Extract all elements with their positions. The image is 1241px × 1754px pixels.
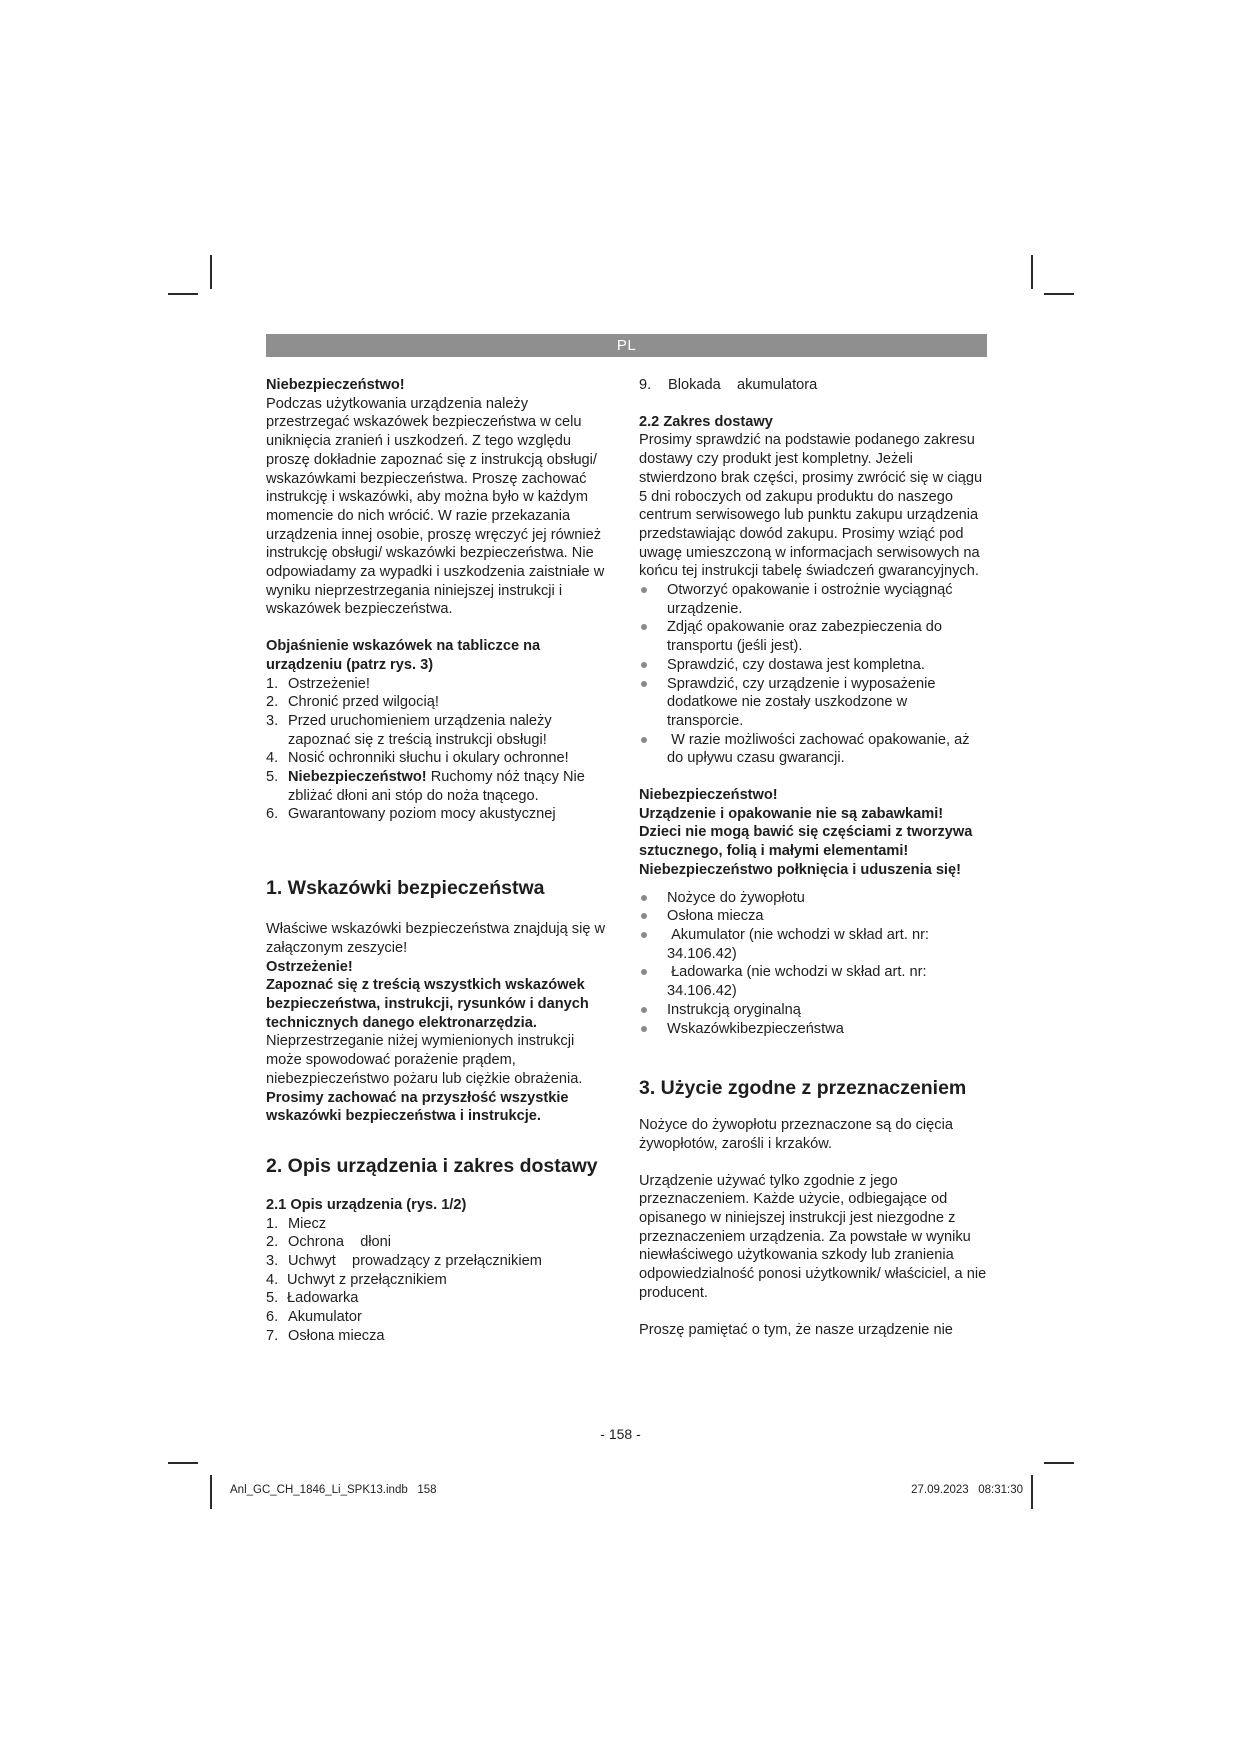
section-3-paragraph: Urządzenie używać tylko zgodnie z jego przeznaczeniem. Każde użycie, odbiegające od opisanego w niniejszej instrukcji jest niezgodne z przeznaczeniem urządzenia. Za powstałe w wyniku niewłaściwego użytkowania szkody lub zranienia odpowiedzialność ponosi użytkownik/ właściciel, a nie producent. xyxy=(639,1172,987,1301)
right-column xyxy=(639,376,987,1339)
bullet-icon xyxy=(641,624,647,630)
danger-title: Niebezpieczeństwo! xyxy=(266,377,405,393)
left-column xyxy=(266,376,611,1346)
danger-text: Podczas użytkowania urządzenia należy przestrzegać wskazówek bezpieczeństwa w celu uniknięcia zranień i uszkodzeń. Z tego względu proszę dokładnie zapoznać się z instrukcją obsługi/ wskazówkami bezpieczeństwa. Proszę zachować instrukcję i wskazówki, aby można było w każdym momencie do nich wrócić. W razie przekazania urządzenia innej osobie, proszę wręczyć jej również instrukcję obsługi/ wskazówki bezpieczeństwa. Nie odpowiadamy za wypadki i uszkodzenia zaistniałe w wyniku nieprzestrzegania niniejszej instrukcji i wskazówek bezpieczeństwa. xyxy=(266,395,605,618)
list-item: 4. Uchwyt z przełącznikiem xyxy=(266,1271,447,1288)
unpacking-steps xyxy=(639,581,987,768)
list-item: Zdjąć opakowanie oraz zabezpieczenia do transportu (jeśli jest). xyxy=(639,618,987,655)
list-item: Instrukcją oryginalną xyxy=(639,1001,987,1020)
crop-mark xyxy=(1044,293,1074,295)
bullet-icon xyxy=(641,737,647,743)
list-item: Otworzyć opakowanie i ostrożnie wyciągnąć urządzenie. xyxy=(639,581,987,618)
bullet-icon xyxy=(641,969,647,975)
section-1-intro: Właściwe wskazówki bezpieczeństwa znajdują się w załączonym zeszycie! xyxy=(266,921,606,956)
danger-title: Niebezpieczeństwo! xyxy=(639,787,778,804)
list-item: W razie możliwości zachować opakowanie, aż do upływu czasu gwarancji. xyxy=(639,731,987,768)
bullet-icon xyxy=(641,587,647,593)
section-2-1-title: 2.1 Opis urządzenia (rys. 1/2) xyxy=(266,1196,467,1213)
signs-title: Objaśnienie wskazówek na tabliczce na urządzeniu (patrz rys. 3) xyxy=(266,638,541,673)
bullet-icon xyxy=(641,895,647,901)
parts-list xyxy=(266,1215,611,1346)
list-item: 1. Ostrzeżenie! xyxy=(266,675,370,692)
list-item: Sprawdzić, czy dostawa jest kompletna. xyxy=(639,656,987,675)
list-item: 5. Ładowarka xyxy=(266,1290,359,1307)
bullet-icon xyxy=(641,1026,647,1032)
section-3-paragraph: Nożyce do żywopłotu przeznaczone są do cięcia żywopłotów, zarośli i krzaków. xyxy=(639,1117,953,1152)
list-item: 6. Gwarantowany poziom mocy akustycznej xyxy=(266,806,556,823)
page-number: - 158 - xyxy=(600,1426,641,1442)
section-2-title: 2. Opis urządzenia i zakres dostawy xyxy=(266,1154,598,1177)
list-item: 3. Przed uruchomieniem urządzenia należy zapoznać się z treścią instrukcji obsługi! xyxy=(266,712,552,748)
section-3-paragraph: Proszę pamiętać o tym, że nasze urządzenie nie xyxy=(639,1321,953,1338)
section-3-title: 3. Użycie zgodne z przeznaczeniem xyxy=(639,1077,967,1100)
crop-mark xyxy=(168,293,198,295)
list-item: 5. Niebezpieczeństwo! Ruchomy nóż tnący Nie zbliżać dłoni ani stóp do noża tnącego. xyxy=(266,769,585,804)
delivery-contents xyxy=(639,889,987,1039)
bullet-icon xyxy=(641,1007,647,1013)
list-item: 2. Ochrona dłoni xyxy=(266,1234,392,1251)
crop-mark xyxy=(1031,1475,1033,1509)
keep-instructions: Prosimy zachować na przyszłość wszystkie wskazówki bezpieczeństwa i instrukcje. xyxy=(266,1089,569,1125)
crop-mark xyxy=(210,1475,212,1509)
bullet-icon xyxy=(641,681,647,687)
list-item: Sprawdzić, czy urządzenie i wyposażenie dodatkowe nie zostały uszkodzone w transporcie. xyxy=(639,675,987,731)
warning-text: Zapoznać się z treścią wszystkich wskazówek bezpieczeństwa, instrukcji, rysunków i danych technicznych danego elektronarzędzia. Nieprzestrzeganie niżej wymienionych instrukcji może spowodować porażenie prądem, niebezpieczeństwo pożaru lub ciężkie obrażenia. xyxy=(266,977,589,1087)
list-item: 6. Akumulator xyxy=(266,1309,362,1326)
list-item: Ładowarka (nie wchodzi w skład art. nr: 34.106.42) xyxy=(639,963,987,1000)
list-item: 3. Uchwyt prowadzący z przełącznikiem xyxy=(266,1253,542,1270)
crop-mark xyxy=(168,1462,198,1464)
section-1-title: 1. Wskazówki bezpieczeństwa xyxy=(266,877,545,900)
bullet-icon xyxy=(641,913,647,919)
list-item: Akumulator (nie wchodzi w skład art. nr: 34.106.42) xyxy=(639,926,987,963)
language-header-bar: PL xyxy=(266,334,987,357)
section-2-2-text: Prosimy sprawdzić na podstawie podanego zakresu dostawy czy produkt jest kompletny. Jeżeli stwierdzono brak części, prosimy zwrócić się w ciągu 5 dni roboczych od zakupu produktu do naszego centrum serwisowego lub punktu zakupu urządzenia przedstawiając dowód zakupu. Prosimy wziąć pod uwagę umieszczoną w informacjach serwisowych na końcu tej instrukcji tabelę świadczeń gwarancyjnych. xyxy=(639,432,983,580)
danger-text: Urządzenie i opakowanie nie są zabawkami! Dzieci nie mogą bawić się częściami z tworzywa sztucznego, folią i małymi elementami! Niebezpieczeństwo połknięcia i uduszenia się! xyxy=(639,805,973,878)
file-name: Anl_GC_CH_1846_Li_SPK13.indb 158 xyxy=(230,1484,437,1496)
list-item: Wskazówkibezpieczeństwa xyxy=(639,1020,987,1039)
crop-mark xyxy=(1031,255,1033,289)
list-item: 7. Osłona miecza xyxy=(266,1327,385,1344)
print-timestamp: 27.09.2023 08:31:30 xyxy=(911,1484,1023,1496)
list-item: 9. Blokada akumulatora xyxy=(639,377,818,393)
warning-title: Ostrzeżenie! xyxy=(266,958,353,975)
bullet-icon xyxy=(641,662,647,668)
list-item: 2. Chronić przed wilgocią! xyxy=(266,694,439,711)
list-item: 1. Miecz xyxy=(266,1215,327,1232)
crop-mark xyxy=(1044,1462,1074,1464)
section-2-2-title: 2.2 Zakres dostawy xyxy=(639,413,773,430)
list-item: Nożyce do żywopłotu xyxy=(639,889,987,908)
signs-list xyxy=(266,675,611,825)
crop-mark xyxy=(210,255,212,289)
list-item: Osłona miecza xyxy=(639,907,987,926)
list-item: 4. Nosić ochronniki słuchu i okulary ochronne! xyxy=(266,750,569,767)
bullet-icon xyxy=(641,932,647,938)
